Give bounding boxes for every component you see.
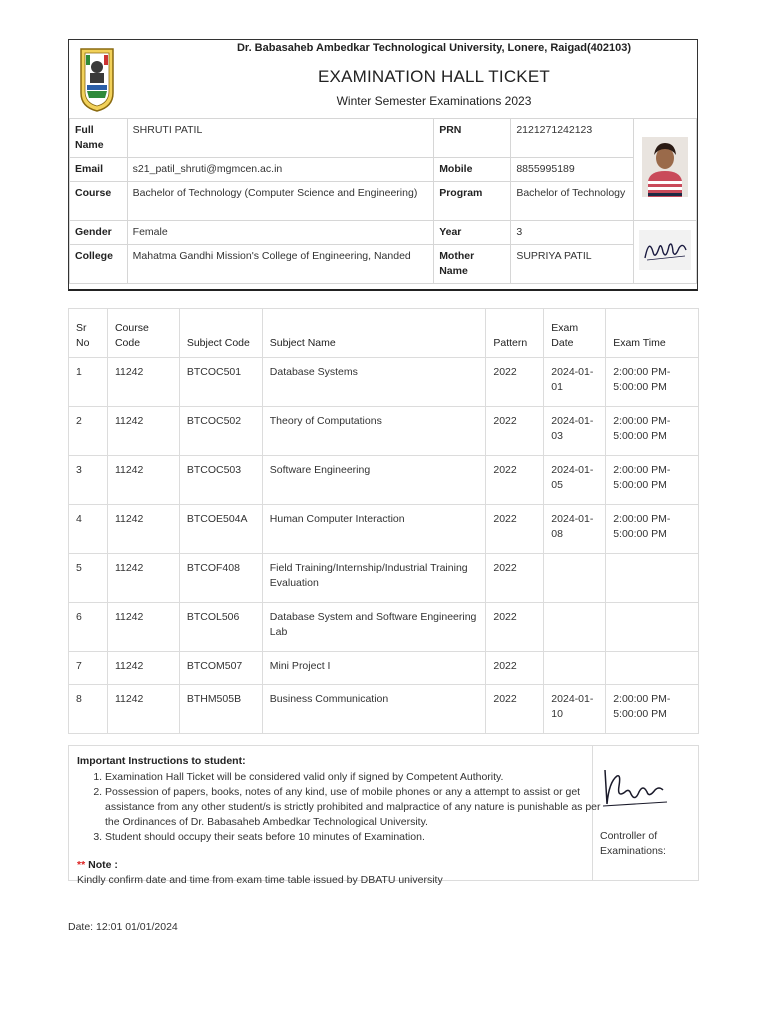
note-heading (77, 859, 118, 871)
year-label: Year (434, 221, 511, 245)
cell-exam-date: 2024-01-08 (544, 505, 606, 554)
cell-course-code: 11242 (107, 603, 179, 652)
instructions-box (68, 745, 699, 886)
cell-course-code: 11242 (107, 407, 179, 456)
table-row (69, 456, 699, 505)
student-photo (642, 137, 688, 197)
subjects-table (68, 308, 699, 734)
cell-exam-date: 2024-01-10 (544, 685, 606, 734)
header-subject-name: Subject Name (262, 309, 486, 358)
cell-course-code: 11242 (107, 358, 179, 407)
cell-subject-name: Human Computer Interaction (262, 505, 486, 554)
cell-exam-date: 2024-01-05 (544, 456, 606, 505)
university-emblem-icon (77, 43, 117, 113)
instructions-panel (69, 746, 601, 886)
cell-pattern: 2022 (486, 554, 544, 603)
page-title: EXAMINATION HALL TICKET (318, 67, 550, 86)
cell-subject-code: BTCOF408 (179, 554, 262, 603)
instruction-item: 2. Possession of papers, books, notes of any kind, use of mobile phones or any a attempt to assist or get assistance from any other student/s is strictly prohibited and malpractice of any nature is punishable as per the Ordinances of Dr. Babasaheb Ambedkar Technological University. (105, 785, 605, 830)
signature-cell (633, 221, 696, 284)
cell-subject-name: Field Training/Internship/Industrial Training Evaluation (262, 554, 486, 603)
mobile-value: 8855995189 (511, 158, 634, 182)
table-row (69, 652, 699, 685)
cell-subject-name: Theory of Computations (262, 407, 486, 456)
instructions-title: Important Instructions to student: (77, 755, 246, 767)
cell-subject-code: BTCOE504A (179, 505, 262, 554)
college-value: Mahatma Gandhi Mission's College of Engineering, Nanded (127, 245, 434, 284)
full-name-value: SHRUTI PATIL (127, 119, 434, 158)
full-name-label: Full Name (70, 119, 128, 158)
cell-subject-name: Business Communication (262, 685, 486, 734)
cell-sr-no: 8 (69, 685, 108, 734)
student-info-table (69, 118, 697, 284)
cell-subject-name: Software Engineering (262, 456, 486, 505)
table-row (69, 685, 699, 734)
year-value: 3 (511, 221, 634, 245)
header-course-code: Course Code (107, 309, 179, 358)
prn-value: 2121271242123 (511, 119, 634, 158)
cell-course-code: 11242 (107, 456, 179, 505)
cell-exam-date (544, 652, 606, 685)
college-label: College (70, 245, 128, 284)
cell-course-code: 11242 (107, 554, 179, 603)
cell-subject-code: BTCOL506 (179, 603, 262, 652)
instruction-item: 3. Student should occupy their seats before 10 minutes of Examination. (105, 830, 605, 845)
cell-subject-name: Database Systems (262, 358, 486, 407)
note-stars: ** (77, 859, 86, 871)
course-label: Course (70, 182, 128, 221)
cell-course-code: 11242 (107, 685, 179, 734)
cell-sr-no: 1 (69, 358, 108, 407)
cell-pattern: 2022 (486, 652, 544, 685)
program-label: Program (434, 182, 511, 221)
cell-sr-no: 5 (69, 554, 108, 603)
instruction-item: 1. Examination Hall Ticket will be considered valid only if signed by Competent Authority. (105, 770, 605, 785)
instructions-list (83, 770, 605, 845)
cell-exam-time (606, 603, 699, 652)
header-subject-code: Subject Code (179, 309, 262, 358)
table-row (69, 603, 699, 652)
cell-subject-name: Database System and Software Engineering Lab (262, 603, 486, 652)
note-text: Kindly confirm date and time from exam time table issued by DBATU university (77, 874, 443, 886)
cell-subject-code: BTCOC502 (179, 407, 262, 456)
cell-sr-no: 6 (69, 603, 108, 652)
controller-signature (599, 764, 669, 810)
table-header-row (69, 309, 699, 358)
cell-pattern: 2022 (486, 685, 544, 734)
email-value: s21_patil_shruti@mgmcen.ac.in (127, 158, 434, 182)
cell-exam-time: 2:00:00 PM-5:00:00 PM (606, 685, 699, 734)
cell-sr-no: 2 (69, 407, 108, 456)
cell-exam-date (544, 603, 606, 652)
header-exam-time: Exam Time (606, 309, 699, 358)
program-value: Bachelor of Technology (511, 182, 634, 221)
gender-value: Female (127, 221, 434, 245)
prn-label: PRN (434, 119, 511, 158)
gender-label: Gender (70, 221, 128, 245)
cell-exam-time: 2:00:00 PM-5:00:00 PM (606, 505, 699, 554)
header-box (68, 39, 698, 291)
note-label: Note : (88, 859, 118, 871)
mother-name-label: Mother Name (434, 245, 511, 284)
table-row (69, 358, 699, 407)
email-label: Email (70, 158, 128, 182)
cell-sr-no: 3 (69, 456, 108, 505)
cell-subject-name: Mini Project I (262, 652, 486, 685)
cell-subject-code: BTCOC501 (179, 358, 262, 407)
table-row (69, 554, 699, 603)
photo-cell (633, 119, 696, 221)
cell-course-code: 11242 (107, 505, 179, 554)
cell-pattern: 2022 (486, 603, 544, 652)
cell-subject-code: BTCOC503 (179, 456, 262, 505)
table-row (69, 407, 699, 456)
student-signature (639, 230, 691, 270)
cell-exam-time: 2:00:00 PM-5:00:00 PM (606, 456, 699, 505)
header-exam-date: Exam Date (544, 309, 606, 358)
table-row (69, 505, 699, 554)
cell-exam-time: 2:00:00 PM-5:00:00 PM (606, 407, 699, 456)
issue-date: Date: 12:01 01/01/2024 (68, 921, 178, 933)
cell-pattern: 2022 (486, 505, 544, 554)
cell-exam-time: 2:00:00 PM-5:00:00 PM (606, 358, 699, 407)
cell-exam-date: 2024-01-01 (544, 358, 606, 407)
cell-pattern: 2022 (486, 407, 544, 456)
header-pattern: Pattern (486, 309, 544, 358)
cell-exam-time (606, 652, 699, 685)
course-value: Bachelor of Technology (Computer Science and Engineering) (127, 182, 434, 221)
cell-exam-date: 2024-01-03 (544, 407, 606, 456)
cell-exam-time (606, 554, 699, 603)
controller-label: Controller of Examinations: (600, 830, 666, 857)
cell-subject-code: BTCOM507 (179, 652, 262, 685)
semester-subtitle: Winter Semester Examinations 2023 (336, 94, 532, 108)
cell-course-code: 11242 (107, 652, 179, 685)
mother-name-value: SUPRIYA PATIL (511, 245, 634, 284)
cell-sr-no: 4 (69, 505, 108, 554)
mobile-label: Mobile (434, 158, 511, 182)
cell-exam-date (544, 554, 606, 603)
university-name: Dr. Babasaheb Ambedkar Technological University, Lonere, Raigad(402103) (236, 42, 632, 54)
cell-sr-no: 7 (69, 652, 108, 685)
cell-pattern: 2022 (486, 456, 544, 505)
cell-subject-code: BTHM505B (179, 685, 262, 734)
header-sr-no: Sr No (69, 309, 108, 358)
cell-pattern: 2022 (486, 358, 544, 407)
